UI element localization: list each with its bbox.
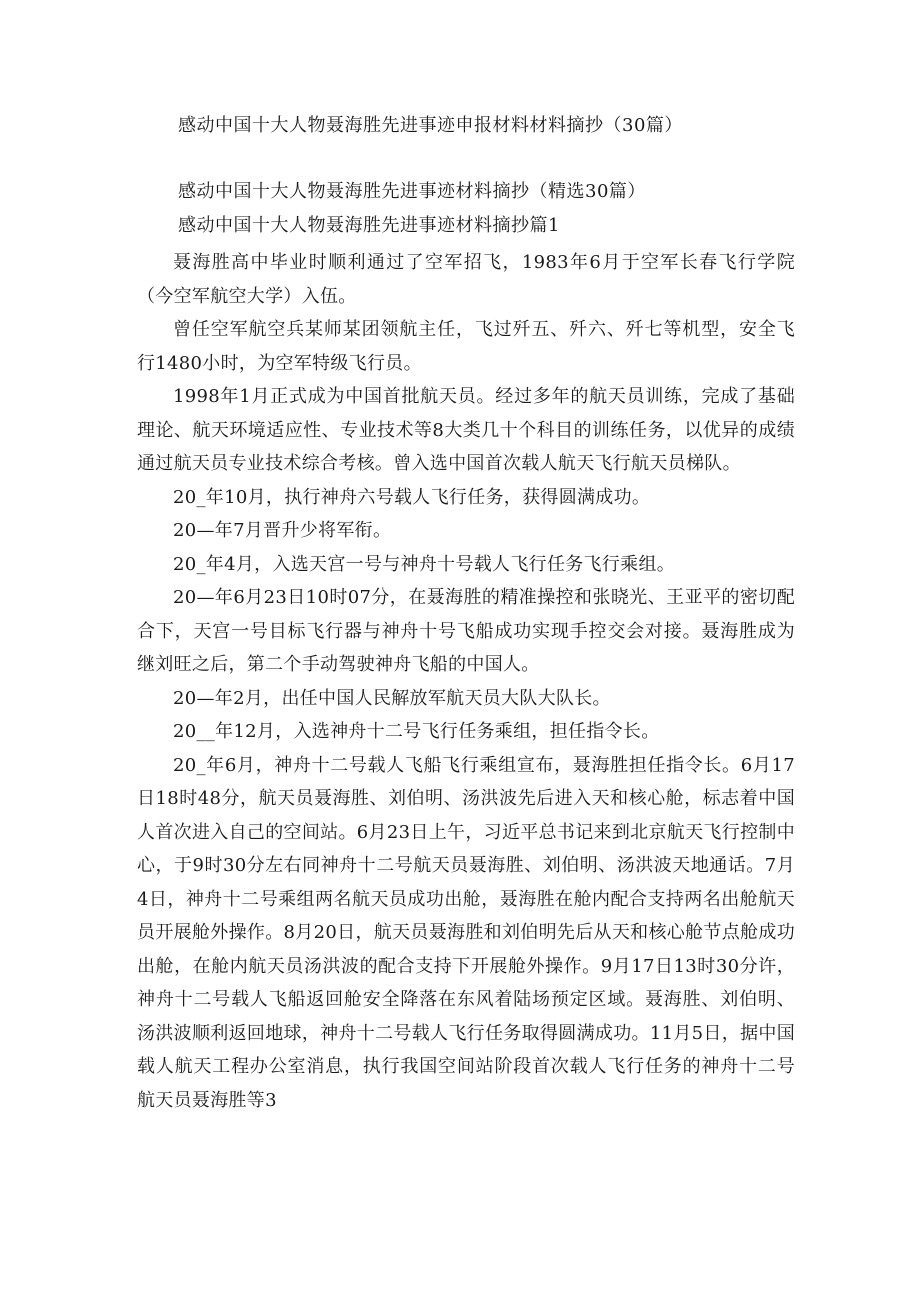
- paragraph: 聂海胜高中毕业时顺利通过了空军招飞，1983年6月于空军长春飞行学院（今空军航空大学）入伍。: [137, 252, 795, 307]
- paragraph: 20—年2月，出任中国人民解放军航天员大队大队长。: [173, 687, 611, 709]
- paragraph: 20_年4月，入选天宫一号与神舟十号载人飞行任务飞行乘组。: [173, 553, 676, 575]
- paragraph: 20—年6月23日10时07分，在聂海胜的精准操控和张晓光、王亚平的密切配合下，天宫一号目标飞行器与神舟十号飞船成功实现手控交会对接。聂海胜成为继刘旺之后，第二个手动驾驶神舟飞船的中国人。: [137, 587, 795, 675]
- paragraph: 20_年6月，神舟十二号载人飞船飞行乘组宣布，聂海胜担任指令长。6月17日18时48分，航天员聂海胜、刘伯明、汤洪波先后进入天和核心舱，标志着中国人首次进入自己的空间站。6月23日上午，习近平总书记来到北京航天飞行控制中心，于9时30分左右同神舟十二号航天员聂海胜、刘伯明、汤洪波天地通话。7月4日，神舟十二号乘组两名航天员成功出舱，聂海胜在舱内配合支持两名出舱航天员开展舱外操作。8月20日，航天员聂海胜和刘伯明先后从天和核心舱节点舱成功出舱，在舱内航天员汤洪波的配合支持下开展舱外操作。9月17日13时30分许，神舟十二号载人飞船返回舱安全降落在东风着陆场预定区域。聂海胜、刘伯明、汤洪波顺利返回地球，神舟十二号载人飞行任务取得圆满成功。11月5日，据中国载人航天工程办公室消息，执行我国空间站阶段首次载人飞行任务的神舟十二号航天员聂海胜等3: [137, 754, 795, 1111]
- section-heading: 感动中国十大人物聂海胜先进事迹材料摘抄篇1: [178, 215, 560, 236]
- paragraph: 20—年7月晋升少将军衔。: [173, 520, 392, 541]
- document-subtitle: 感动中国十大人物聂海胜先进事迹材料摘抄（精选30篇）: [178, 181, 646, 202]
- document-title: 感动中国十大人物聂海胜先进事迹申报材料材料摘抄（30篇）: [178, 115, 683, 136]
- paragraph: 1998年1月正式成为中国首批航天员。经过多年的航天员训练，完成了基础理论、航天环境适应性、专业技术等8大类几十个科目的训练任务，以优异的成绩通过航天员专业技术综合考核。曾入选中国首次载人航天飞行航天员梯队。: [137, 386, 795, 474]
- paragraph: 20__年12月，入选神舟十二号飞行任务乘组，担任指令长。: [173, 721, 660, 742]
- document-body: [137, 246, 795, 1117]
- paragraph: 曾任空军航空兵某师某团领航主任，飞过歼五、歼六、歼七等机型，安全飞行1480小时，为空军特级飞行员。: [137, 319, 795, 374]
- paragraph: 20_年10月，执行神舟六号载人飞行任务，获得圆满成功。: [173, 486, 651, 508]
